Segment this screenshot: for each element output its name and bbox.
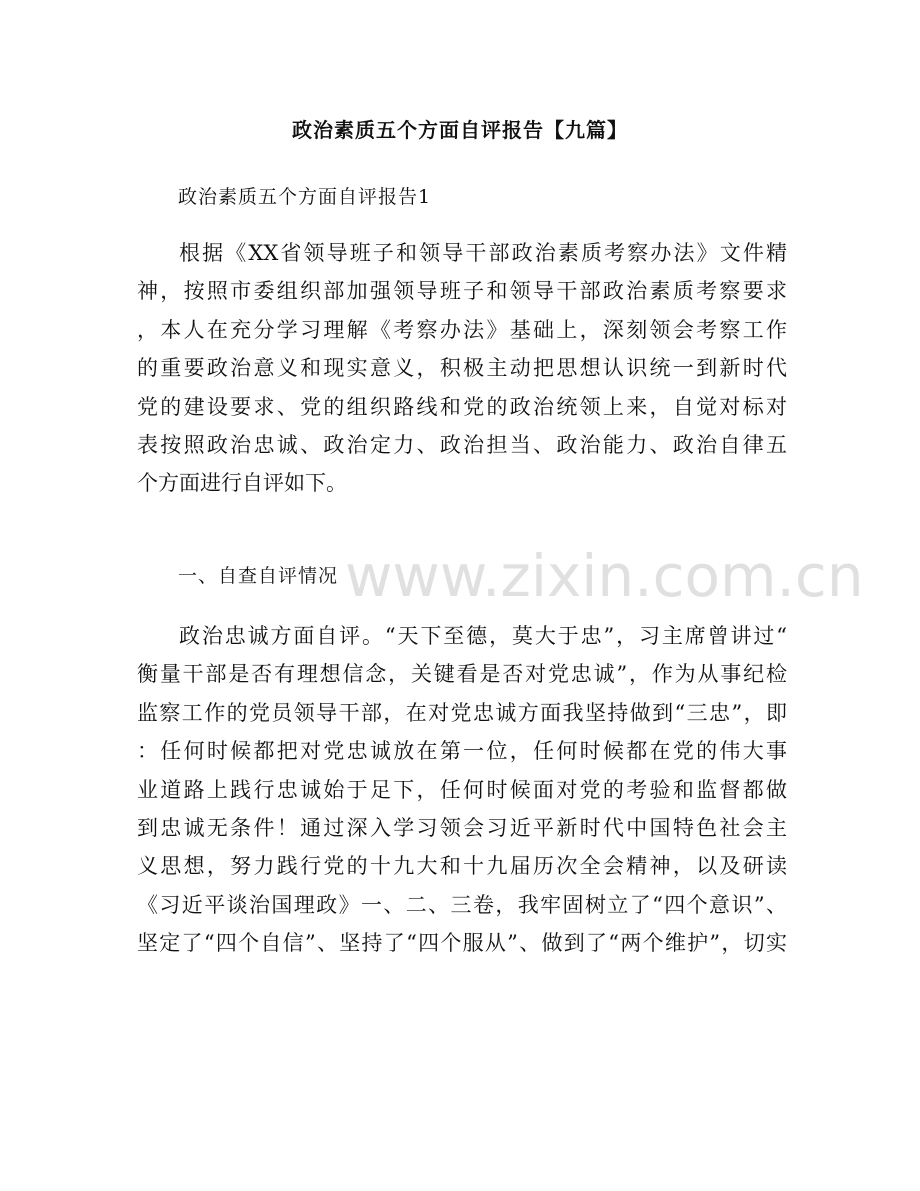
text-line: 到忠诚无条件！通过深入学习领会习近平新时代中国特色社会主 xyxy=(137,815,787,840)
text-line: 神，按照市委组织部加强领导班子和领导干部政治素质考察要求 xyxy=(137,279,787,304)
text-line: 表按照政治忠诚、政治定力、政治担当、政治能力、政治自律五 xyxy=(137,432,787,457)
watermark: www.zixin.com.cn xyxy=(345,542,864,610)
text-line: 业道路上践行忠诚始于足下，任何时候面对党的考验和监督都做 xyxy=(137,777,787,802)
text-line: 监察工作的党员领导干部，在对党忠诚方面我坚持做到“三忠”，即 xyxy=(137,700,787,725)
document-title: 政治素质五个方面自评报告【九篇】 xyxy=(292,118,628,142)
paragraph-intro xyxy=(137,234,787,503)
report-subtitle: 政治素质五个方面自评报告1 xyxy=(178,186,432,208)
text-line: ，本人在充分学习理解《考察办法》基础上，深刻领会考察工作 xyxy=(137,317,787,342)
section-heading: 一、自查自评情况 xyxy=(178,565,339,587)
text-line: 义思想，努力践行党的十九大和十九届历次全会精神，以及研读 xyxy=(137,854,787,879)
text-line: 个方面进行自评如下。 xyxy=(137,471,347,496)
text-line: 的重要政治意义和现实意义，积极主动把思想认识统一到新时代 xyxy=(137,356,787,381)
text-line: 党的建设要求、党的组织路线和党的政治统领上来，自觉对标对 xyxy=(137,394,787,419)
text-line: ：任何时候都把对党忠诚放在第一位，任何时候都在党的伟大事 xyxy=(137,739,787,764)
paragraph-loyalty xyxy=(137,617,787,963)
text-line: 《习近平谈治国理政》一、二、三卷，我牢固树立了“四个意识”、 xyxy=(137,892,787,917)
text-line: 根据《XX省领导班子和领导干部政治素质考察办法》文件精 xyxy=(179,241,787,265)
text-line: 政治忠诚方面自评。“天下至德，莫大于忠”，习主席曾讲过“ xyxy=(179,624,787,648)
text-line: 坚定了“四个自信”、坚持了“四个服从”、做到了“两个维护”，切实 xyxy=(137,931,787,956)
text-line: 衡量干部是否有理想信念，关键看是否对党忠诚”，作为从事纪检 xyxy=(137,662,787,687)
